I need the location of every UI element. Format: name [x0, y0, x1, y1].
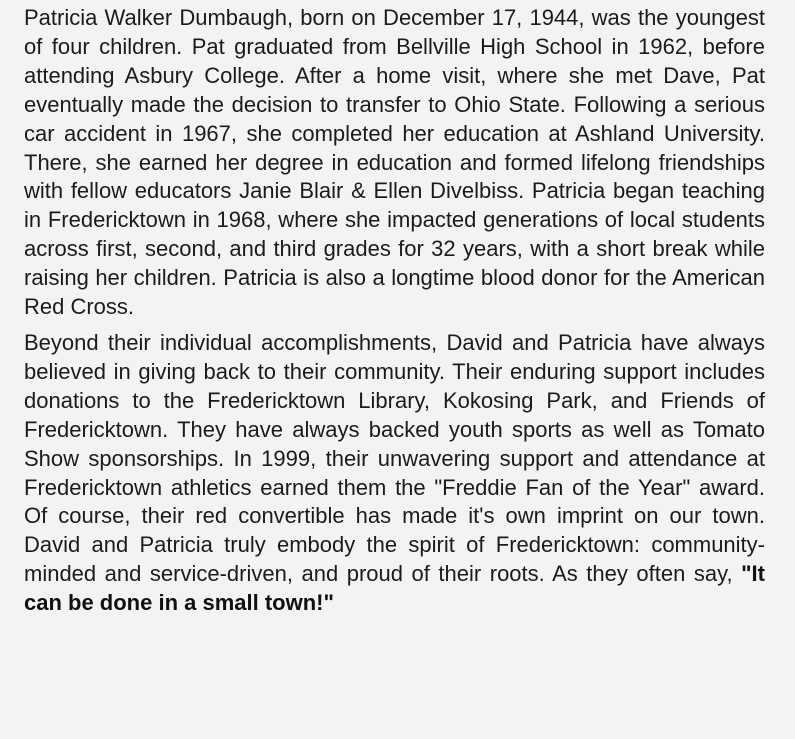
closing-quote: "It can be done in a small town!" — [24, 561, 765, 616]
article-body — [24, 4, 765, 618]
paragraph-community — [24, 329, 765, 618]
community-text: Beyond their individual accomplishments, David and Patricia have always believed in giving back to their community. Their enduring support includes donations to the Fredericktown Library, Kokosing Park, and Friends of Fredericktown. They have always backed youth sports as well as Tomato Show sponsorships. In 1999, their unwavering support and attendance at Fredericktown athletics earned them the "Freddie Fan of the Year" award. Of course, their red convertible has made it's own imprint on our town. David and Patricia truly embody the spirit of Fredericktown: community-minded and service-driven, and proud of their roots. As they often say, — [24, 329, 765, 587]
paragraph-biography: Patricia Walker Dumbaugh, born on December 17, 1944, was the youngest of four children. Pat graduated from Bellville High School in 1962, before attending Asbury College. After a home visit, where she met Dave, Pat eventually made the decision to transfer to Ohio State. Following a serious car accident in 1967, she completed her education at Ashland University. There, she earned her degree in education and formed lifelong friendships with fellow educators Janie Blair & Ellen Divelbiss. Patricia began teaching in Fredericktown in 1968, where she impacted generations of local students across first, second, and third grades for 32 years, with a short break while raising her children. Patricia is also a longtime blood donor for the American Red Cross. — [24, 5, 765, 320]
